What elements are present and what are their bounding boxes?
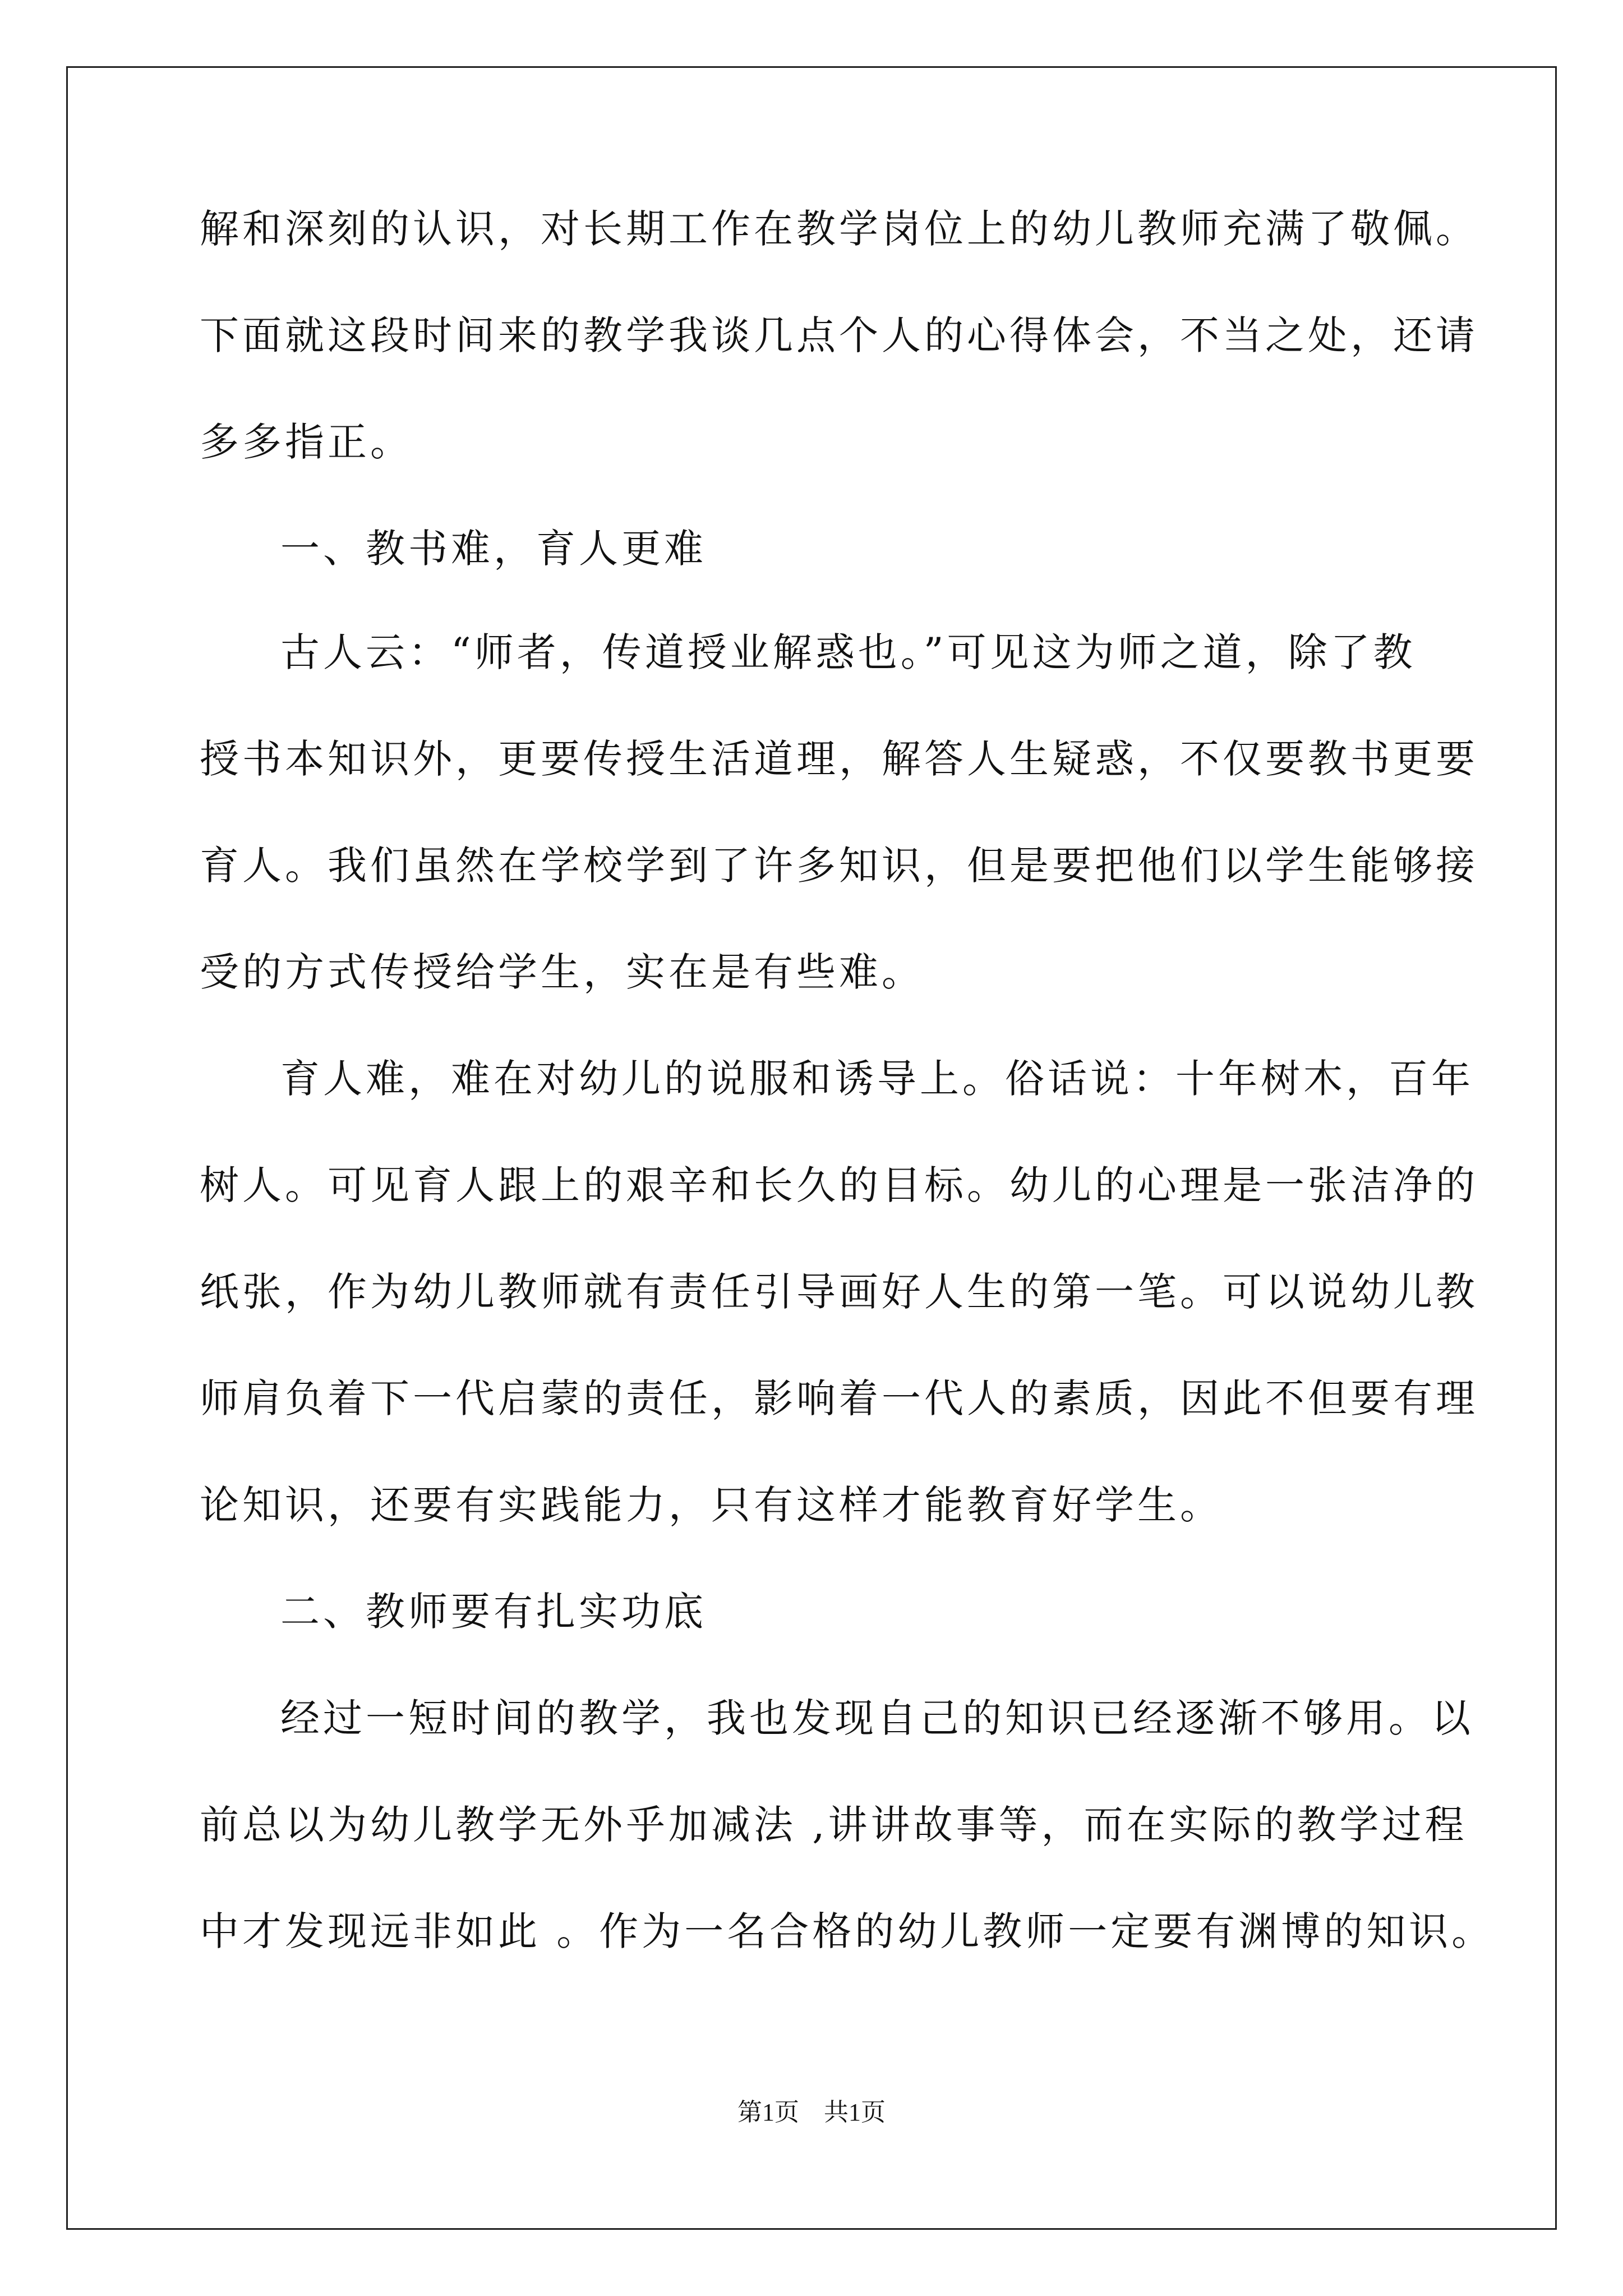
text-line: 多多指正。 [200, 419, 413, 465]
text-line: 古人云：“师者，传道授业解惑也。”可见这为师之道，除了教 [280, 629, 1416, 675]
text-line: 论知识，还要有实践能力，只有这样才能教育好学生。 [200, 1482, 1223, 1528]
text-line: 育人难，难在对幼儿的说服和诱导上。俗话说：十年树木，百年 [280, 1056, 1474, 1102]
text-line: 前总以为幼儿教学无外乎加减法 ,讲讲故事等，而在实际的教学过程 [200, 1802, 1468, 1848]
page-total: 共1页 [824, 2099, 886, 2126]
section-heading: 二、教师要有扎实功底 [280, 1589, 707, 1635]
text-line: 经过一短时间的教学，我也发现自己的知识已经逐渐不够用。以 [280, 1695, 1474, 1741]
text-line: 下面就这段时间来的教学我谈几点个人的心得体会，不当之处，还请 [200, 312, 1478, 358]
text-line: 纸张，作为幼儿教师就有责任引导画好人生的第一笔。可以说幼儿教 [200, 1269, 1478, 1315]
text-line: 育人。我们虽然在学校学到了许多知识，但是要把他们以学生能够接 [200, 843, 1478, 889]
text-line: 解和深刻的认识，对长期工作在教学岗位上的幼儿教师充满了敬佩。 [200, 206, 1478, 252]
text-line: 授书本知识外，更要传授生活道理，解答人生疑惑，不仅要教书更要 [200, 736, 1478, 782]
text-line: 中才发现远非如此 。作为一名合格的幼儿教师一定要有渊博的知识。 [200, 1908, 1495, 1954]
text-line: 树人。可见育人跟上的艰辛和长久的目标。幼儿的心理是一张洁净的 [200, 1162, 1478, 1208]
page-number: 第1页 [737, 2099, 799, 2126]
text-line: 受的方式传授给学生，实在是有些难。 [200, 949, 924, 995]
text-line: 师肩负着下一代启蒙的责任，影响着一代人的素质，因此不但要有理 [200, 1375, 1478, 1421]
section-heading: 一、教书难，育人更难 [280, 526, 707, 572]
page-footer [0, 2097, 1623, 2128]
page-border [66, 66, 1557, 2230]
